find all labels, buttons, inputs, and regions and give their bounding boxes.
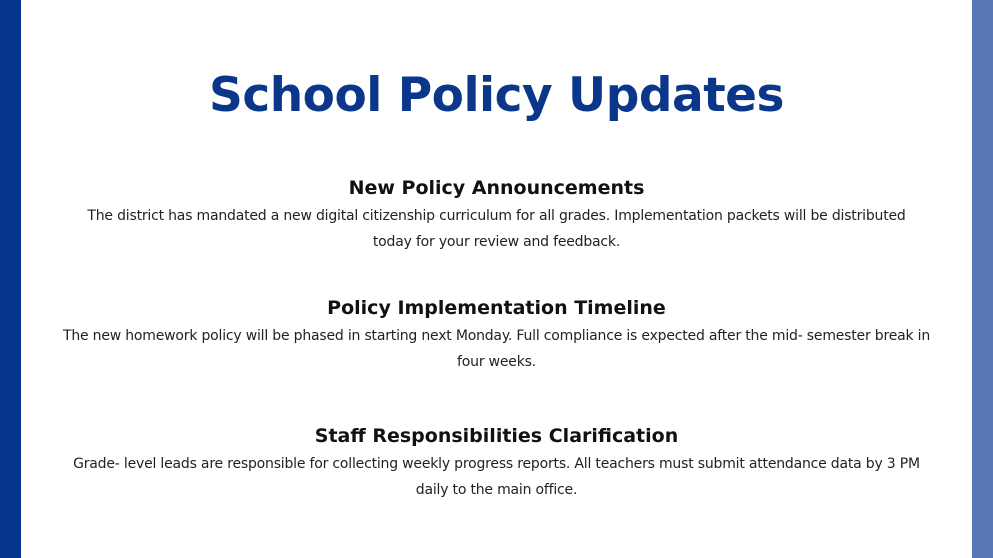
slide-content xyxy=(21,0,972,558)
section-heading: Policy Implementation Timeline xyxy=(327,297,666,319)
section-staff-responsibilities-clarification xyxy=(21,423,972,503)
section-heading: New Policy Announcements xyxy=(348,177,645,199)
section-new-policy-announcements xyxy=(21,175,972,255)
section-body: Grade- level leads are responsible for collecting weekly progress reports. All teachers must submit attendance data by 3 PM daily to the main office. xyxy=(73,456,920,498)
section-heading: Staff Responsibilities Clarification xyxy=(314,425,679,447)
section-body: The district has mandated a new digital citizenship curriculum for all grades. Implementation packets will be distributed today for your review and feedback. xyxy=(87,208,906,250)
section-policy-implementation-timeline xyxy=(21,295,972,375)
page-title: School Policy Updates xyxy=(208,68,785,123)
left-accent-bar xyxy=(0,0,21,558)
section-body: The new homework policy will be phased in starting next Monday. Full compliance is expected after the mid- semester break in four weeks. xyxy=(62,328,931,370)
right-accent-bar xyxy=(972,0,993,558)
